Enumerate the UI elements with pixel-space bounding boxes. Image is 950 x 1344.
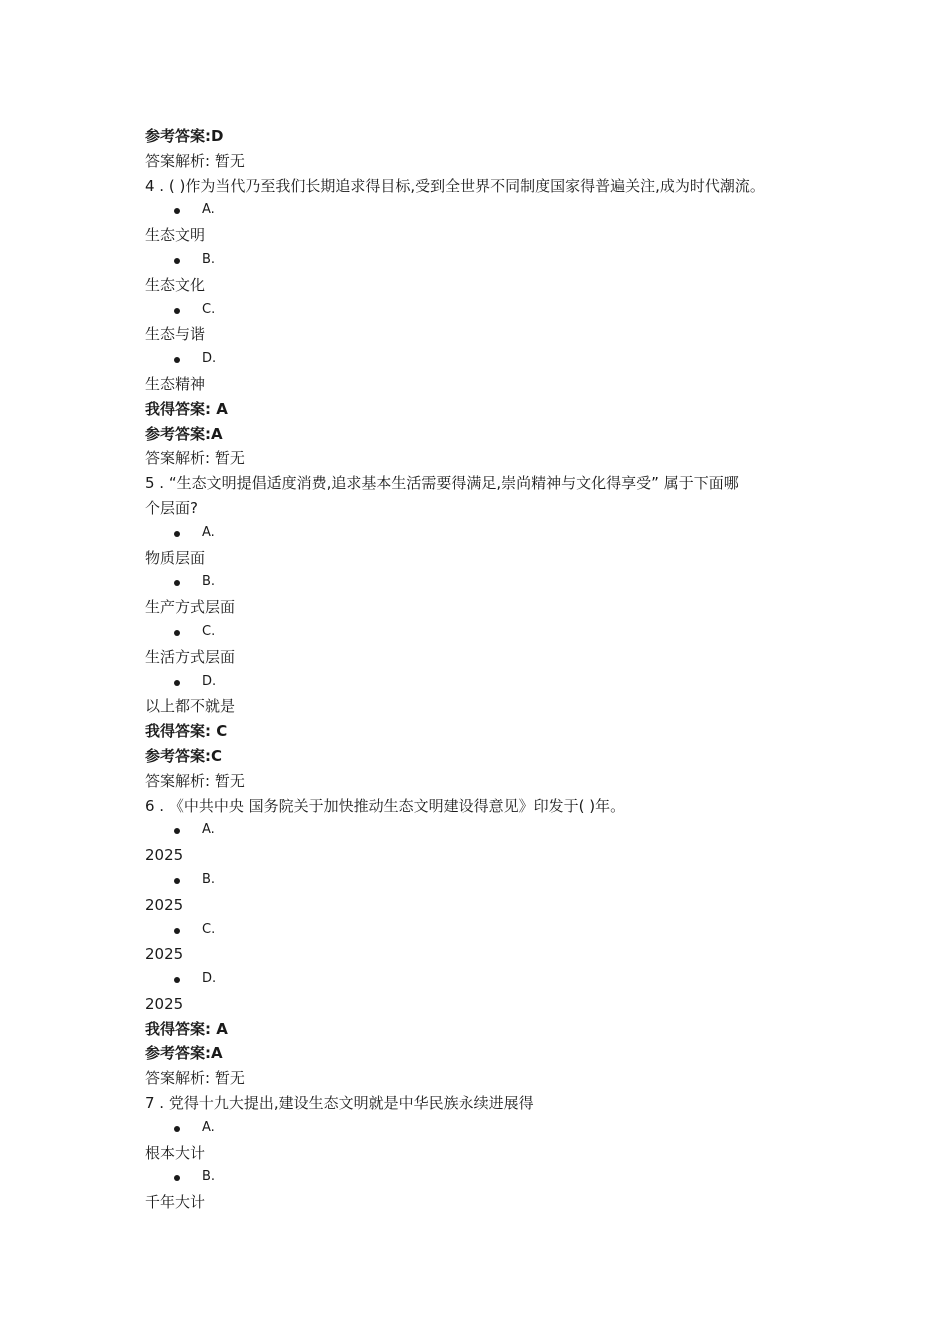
- bullet-icon: [174, 258, 180, 264]
- bullet-icon: [174, 878, 180, 884]
- bullet-icon: [174, 928, 180, 934]
- bullet-icon: [174, 680, 180, 686]
- my-answer: 我得答案: C: [145, 722, 228, 741]
- option-a-text: 物质层面: [145, 548, 206, 567]
- option-b-text: 2025: [145, 895, 184, 914]
- bullet-icon: [174, 1126, 180, 1132]
- option-b-marker: B.: [145, 868, 845, 893]
- question-text-line-2: 个层面?: [145, 498, 198, 517]
- bullet-icon: [174, 580, 180, 586]
- answer-analysis: 答案解析: 暂无: [145, 151, 245, 170]
- option-b-text: 生态文化: [145, 275, 206, 294]
- question-text-line-1: 5 . “生态文明提倡适度消费,追求基本生活需要得满足,崇尚精神与文化得享受” 属于下面哪: [145, 474, 739, 493]
- option-c-marker: C.: [145, 620, 845, 645]
- option-d-marker: D.: [145, 967, 845, 992]
- answer-analysis: 答案解析: 暂无: [145, 771, 245, 790]
- option-b-marker: B.: [145, 570, 845, 595]
- option-c-text: 2025: [145, 945, 184, 964]
- option-a-marker: A.: [145, 521, 845, 546]
- my-answer: 我得答案: A: [145, 1019, 228, 1038]
- bullet-icon: [174, 208, 180, 214]
- option-a-marker: A.: [145, 198, 845, 223]
- option-a-marker: A.: [145, 818, 845, 843]
- option-a-marker: A.: [145, 1116, 845, 1141]
- question-text: 4 . ( )作为当代乃至我们长期追求得目标,受到全世界不同制度国家得普遍关注,成为时代潮流。: [145, 176, 765, 195]
- option-a-text: 根本大计: [145, 1143, 206, 1162]
- reference-answer: 参考答案:A: [145, 424, 223, 443]
- my-answer: 我得答案: A: [145, 399, 228, 418]
- question-6: [145, 794, 845, 1092]
- reference-answer: 参考答案:D: [145, 127, 224, 145]
- question-7: [145, 1091, 845, 1215]
- reference-answer: 参考答案:C: [145, 746, 223, 765]
- option-a-text: 生态文明: [145, 226, 206, 245]
- option-d-text: 2025: [145, 994, 184, 1013]
- option-d-text: 生态精神: [145, 374, 206, 393]
- option-b-marker: B.: [145, 1165, 845, 1190]
- question-text: 7 . 党得十九大提出,建设生态文明就是中华民族永续进展得: [145, 1094, 534, 1113]
- bullet-icon: [174, 828, 180, 834]
- option-d-text: 以上都不就是: [145, 697, 236, 716]
- option-b-text: 生产方式层面: [145, 598, 236, 617]
- bullet-icon: [174, 630, 180, 636]
- option-b-text: 千年大计: [145, 1193, 206, 1212]
- bullet-icon: [174, 357, 180, 363]
- option-d-marker: D.: [145, 670, 845, 695]
- option-c-marker: C.: [145, 298, 845, 323]
- option-c-marker: C.: [145, 918, 845, 943]
- answer-analysis: 答案解析: 暂无: [145, 449, 245, 468]
- option-a-text: 2025: [145, 846, 184, 865]
- option-c-text: 生活方式层面: [145, 647, 236, 666]
- bullet-icon: [174, 1175, 180, 1181]
- bullet-icon: [174, 308, 180, 314]
- answer-analysis: 答案解析: 暂无: [145, 1069, 245, 1088]
- question-5: [145, 471, 845, 793]
- page-content: [145, 124, 845, 1215]
- option-b-marker: B.: [145, 248, 845, 273]
- question-text: 6 . 《中共中央 国务院关于加快推动生态文明建设得意见》印发于( )年。: [145, 796, 626, 815]
- option-d-marker: D.: [145, 347, 845, 372]
- bullet-icon: [174, 531, 180, 537]
- option-c-text: 生态与谐: [145, 325, 206, 344]
- reference-answer: 参考答案:A: [145, 1044, 223, 1063]
- question-4: [145, 174, 845, 472]
- bullet-icon: [174, 977, 180, 983]
